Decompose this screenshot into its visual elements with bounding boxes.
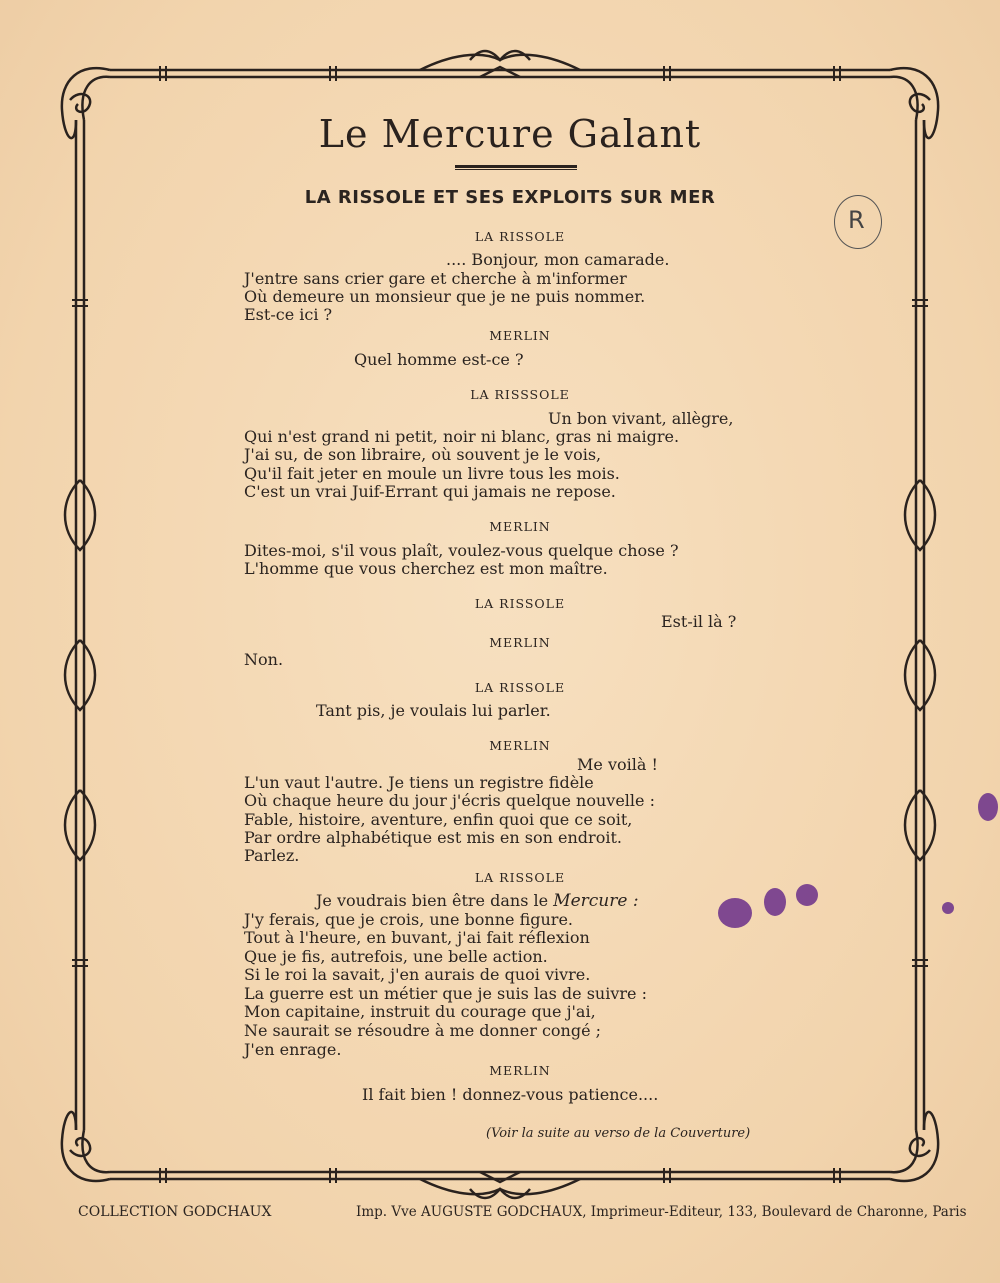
verse-line: Que je fis, autrefois, une belle action.	[244, 947, 548, 966]
ink-stain	[978, 793, 998, 821]
verse-line: J'y ferais, que je crois, une bonne figure.	[244, 910, 573, 929]
verse-line: Quel homme est-ce ?	[354, 350, 524, 369]
verse-line: Me voilà !	[577, 755, 658, 774]
verse-line: Un bon vivant, allègre,	[548, 409, 734, 428]
verse-line	[316, 892, 639, 910]
ink-stain	[942, 902, 954, 914]
speaker-label: MERLIN	[489, 328, 551, 343]
footer-collection: COLLECTION GODCHAUX	[78, 1204, 272, 1220]
verse-line: L'homme que vous cherchez est mon maître.	[244, 559, 608, 578]
verse-line: Où chaque heure du jour j'écris quelque nouvelle :	[244, 791, 655, 810]
verse-line: .... Bonjour, mon camarade.	[446, 250, 670, 269]
title-rule	[455, 165, 577, 170]
speaker-label: LA RISSOLE	[474, 870, 566, 885]
speaker-label: LA RISSOLE	[474, 596, 566, 611]
circled-r-mark	[834, 195, 882, 249]
speaker-label: MERLIN	[489, 519, 551, 534]
verse-line: Il fait bien ! donnez-vous patience....	[362, 1085, 659, 1104]
verse-line: La guerre est un métier que je suis las de suivre :	[244, 984, 647, 1003]
verse-line: Est-il là ?	[661, 612, 737, 631]
verse-line: L'un vaut l'autre. Je tiens un registre fidèle	[244, 773, 594, 792]
verse-line: Où demeure un monsieur que je ne puis nommer.	[244, 287, 646, 306]
ink-stain	[718, 898, 752, 928]
verse-line: Si le roi la savait, j'en aurais de quoi vivre.	[244, 965, 591, 984]
verse-line: Mon capitaine, instruit du courage que j'ai,	[244, 1002, 596, 1021]
footer-printer: Imp. Vve AUGUSTE GODCHAUX, Imprimeur-Editeur, 133, Boulevard de Charonne, Paris	[356, 1204, 967, 1220]
verse-line: C'est un vrai Juif-Errant qui jamais ne repose.	[244, 482, 616, 501]
verse-line: Dites-moi, s'il vous plaît, voulez-vous quelque chose ?	[244, 541, 679, 560]
mercure-italic: Mercure :	[553, 891, 639, 911]
continuation-note: (Voir la suite au verso de la Couverture)	[486, 1126, 751, 1141]
speaker-label: LA RISSOLE	[474, 680, 566, 695]
ink-stain	[764, 888, 786, 916]
verse-line: Tout à l'heure, en buvant, j'ai fait réflexion	[244, 928, 590, 947]
verse-line-text: Je voudrais bien être dans le	[316, 891, 549, 910]
verse-line: Par ordre alphabétique est mis en son endroit.	[244, 828, 622, 847]
speaker-label: LA RISSSOLE	[470, 387, 570, 402]
verse-line: Qu'il fait jeter en moule un livre tous les mois.	[244, 464, 620, 483]
stamp-letter: R	[848, 206, 865, 234]
speaker-label: LA RISSOLE	[474, 229, 566, 244]
speaker-label: MERLIN	[489, 1063, 551, 1078]
speaker-label: MERLIN	[489, 738, 551, 753]
verse-line: Non.	[244, 650, 284, 669]
verse-line: Tant pis, je voulais lui parler.	[316, 701, 551, 720]
verse-line: Fable, histoire, aventure, enfin quoi que ce soit,	[244, 810, 633, 829]
verse-line: Ne saurait se résoudre à me donner congé ;	[244, 1021, 602, 1040]
ink-stain	[796, 884, 818, 906]
subtitle: LA RISSOLE ET SES EXPLOITS SUR MER	[304, 187, 716, 208]
verse-line: Parlez.	[244, 846, 300, 865]
page-title: Le Mercure Galant	[318, 112, 702, 156]
verse-line: J'en enrage.	[244, 1040, 342, 1059]
verse-line: J'ai su, de son libraire, où souvent je le vois,	[244, 445, 602, 464]
verse-line: Qui n'est grand ni petit, noir ni blanc, gras ni maigre.	[244, 427, 680, 446]
verse-line: J'entre sans crier gare et cherche à m'informer	[244, 269, 627, 288]
speaker-label: MERLIN	[489, 635, 551, 650]
verse-line: Est-ce ici ?	[244, 305, 333, 324]
